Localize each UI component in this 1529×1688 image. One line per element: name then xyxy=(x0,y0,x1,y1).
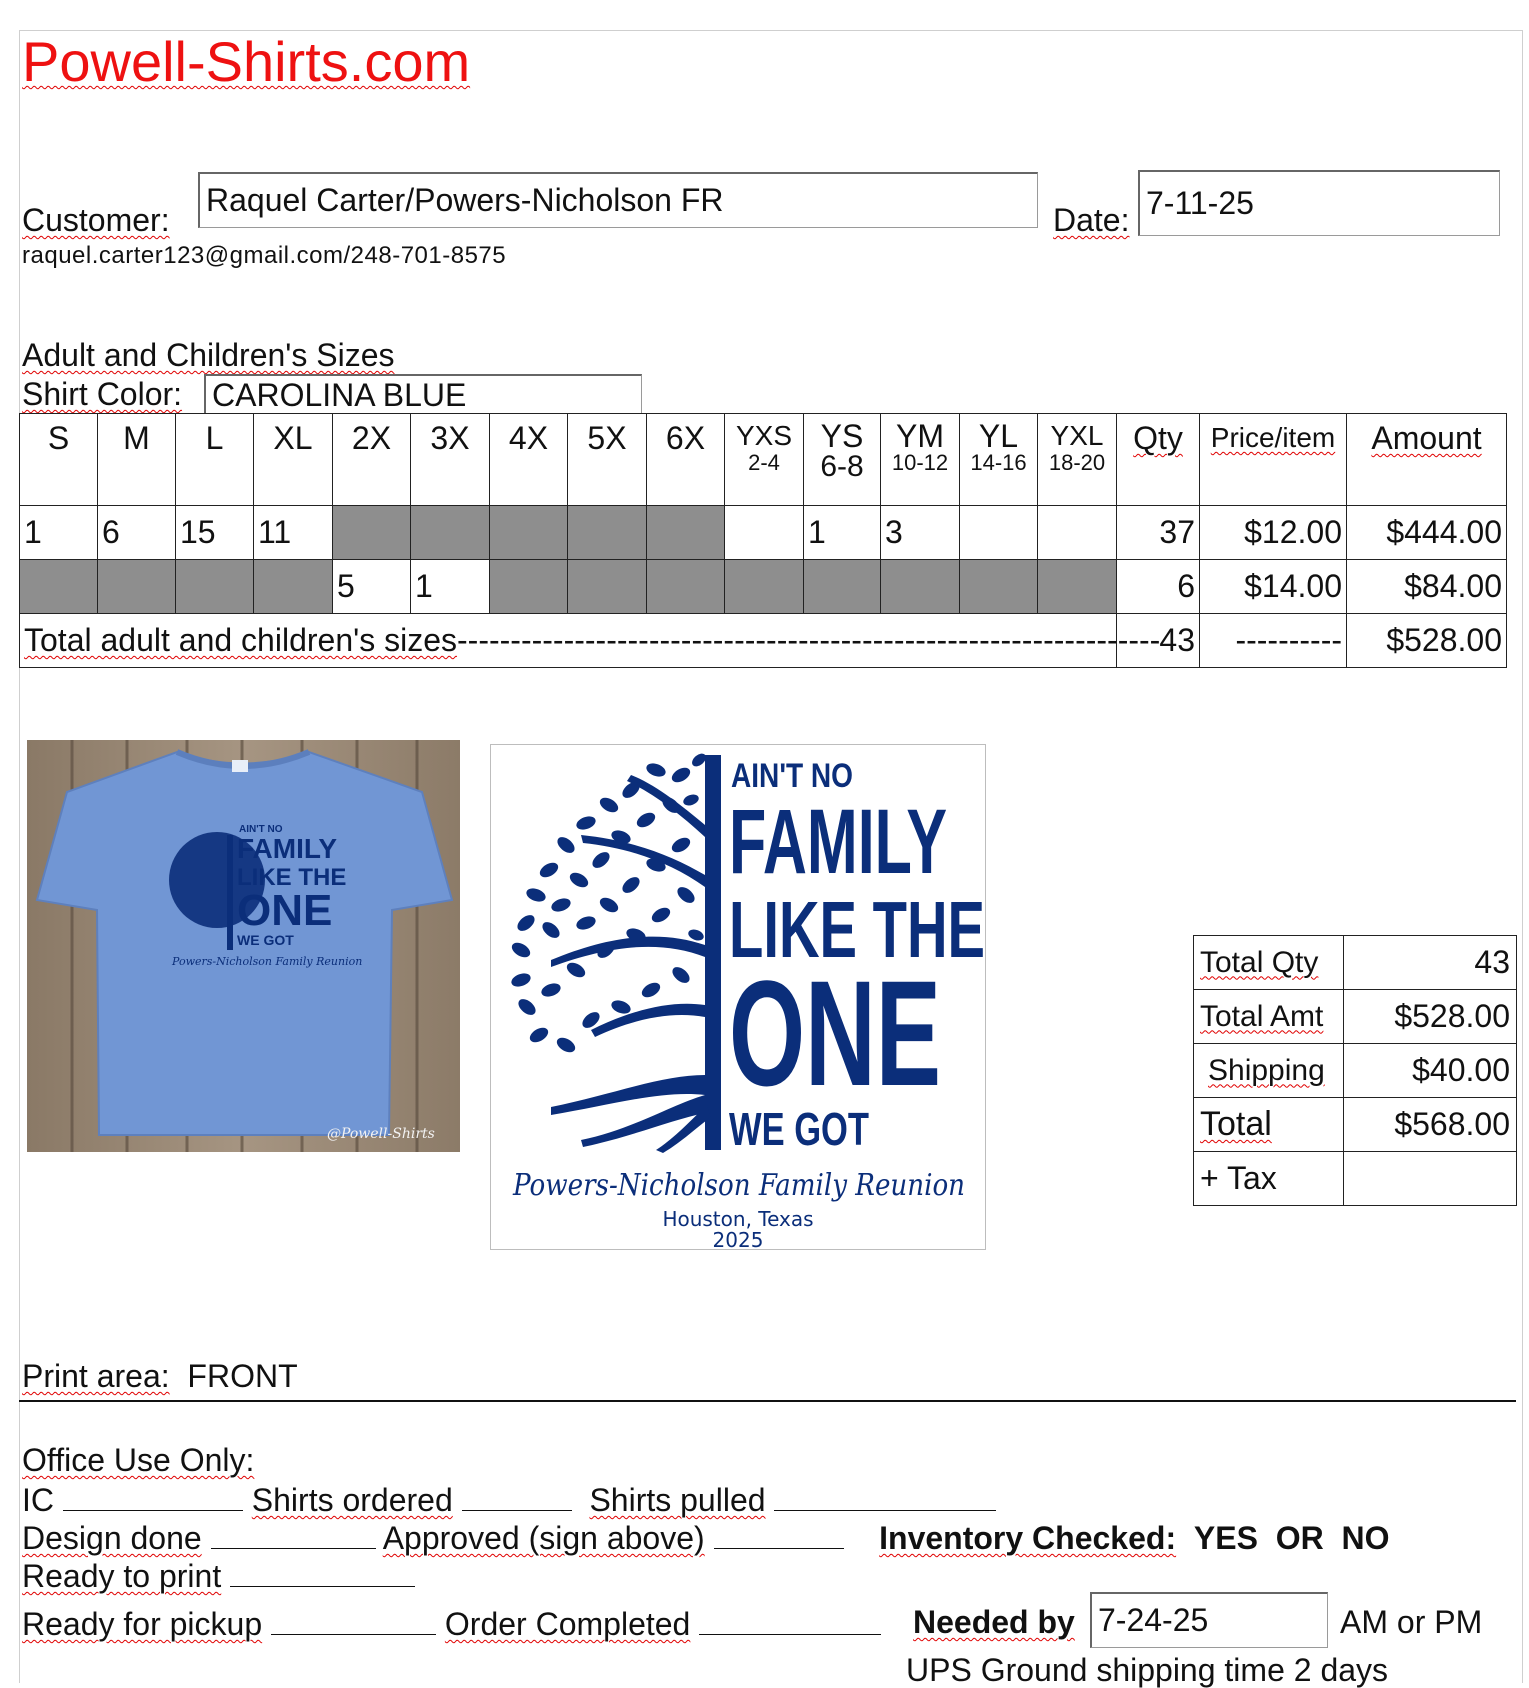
photo-watermark: @Powell-Shirts xyxy=(327,1126,435,1142)
header-2x: 2X xyxy=(333,414,411,506)
svg-text:LIKE THE: LIKE THE xyxy=(237,864,347,891)
am-pm xyxy=(1340,1604,1482,1640)
design-done-blank[interactable] xyxy=(211,1518,376,1549)
summary-row xyxy=(1194,990,1517,1044)
office-row-3 xyxy=(22,1556,415,1594)
print-area-value: FRONT xyxy=(187,1358,298,1394)
total-row xyxy=(20,614,1507,668)
header-price: Price/item xyxy=(1200,414,1347,506)
cell-xl[interactable]: 11 xyxy=(254,506,333,560)
header-yxl: YXL 18-20 xyxy=(1038,414,1117,506)
cell-ys-disabled xyxy=(804,560,881,614)
cell-3x-disabled xyxy=(411,506,490,560)
ic-blank[interactable] xyxy=(63,1480,243,1511)
office-row-4 xyxy=(22,1604,881,1642)
cell-yxs-disabled xyxy=(725,560,804,614)
am-pm-text: AM or PM xyxy=(1340,1604,1483,1640)
print-area xyxy=(22,1358,298,1394)
shirt-mockup-image xyxy=(27,740,460,1152)
ic-label: IC xyxy=(22,1482,54,1518)
cell-m[interactable]: 6 xyxy=(98,506,176,560)
cell-4x-disabled xyxy=(490,560,568,614)
shirt-mockup-svg xyxy=(27,740,460,1152)
header-4x: 4X xyxy=(490,414,568,506)
shirts-pulled-blank[interactable] xyxy=(774,1480,996,1511)
total-label: Total adult and children's sizes xyxy=(24,622,458,658)
cell-l[interactable]: 15 xyxy=(176,506,254,560)
header-5x: 5X xyxy=(568,414,647,506)
header-yxs: YXS 2-4 xyxy=(725,414,804,506)
cell-yxs[interactable] xyxy=(725,506,804,560)
cell-6x-disabled xyxy=(647,506,725,560)
order-completed-label: Order Completed xyxy=(444,1606,691,1642)
header-s: S xyxy=(20,414,98,506)
cell-ym-disabled xyxy=(881,560,960,614)
header-ym: YM 10-12 xyxy=(881,414,960,506)
cell-s[interactable]: 1 xyxy=(20,506,98,560)
customer-label: Customer: xyxy=(22,202,170,238)
needed-by-label: Needed by xyxy=(913,1604,1075,1640)
cell-l-disabled xyxy=(176,560,254,614)
summary-row xyxy=(1194,1152,1517,1206)
header-l: L xyxy=(176,414,254,506)
office-row-1 xyxy=(22,1480,996,1518)
cell-5x-disabled xyxy=(568,560,647,614)
svg-text:ONE: ONE xyxy=(237,886,333,935)
cell-2x[interactable]: 5 xyxy=(333,560,411,614)
site-title: Powell-Shirts.com xyxy=(22,30,471,93)
approved-blank[interactable] xyxy=(714,1518,844,1549)
cell-ym[interactable]: 3 xyxy=(881,506,960,560)
print-area-label: Print area: xyxy=(22,1358,170,1394)
summary-row xyxy=(1194,936,1517,990)
cell-price[interactable]: $14.00 xyxy=(1200,560,1347,614)
inventory-label: Inventory Checked: xyxy=(879,1520,1177,1556)
size-table xyxy=(19,413,1507,668)
total-price-cell: ---------- xyxy=(1200,614,1347,668)
cell-yxl-disabled xyxy=(1038,560,1117,614)
cell-2x-disabled xyxy=(333,506,411,560)
table-row xyxy=(20,560,1507,614)
cell-m-disabled xyxy=(98,560,176,614)
summary-tax[interactable] xyxy=(1344,1152,1517,1206)
summary-label: Total xyxy=(1194,1098,1344,1152)
customer-contact: raquel.carter123@gmail.com/248-701-8575 xyxy=(22,242,507,269)
design-city: Houston, Texas xyxy=(662,1207,814,1231)
summary-label: Total Qty xyxy=(1194,936,1344,990)
cell-amount[interactable]: $444.00 xyxy=(1347,506,1507,560)
svg-text:FAMILY: FAMILY xyxy=(237,833,338,864)
office-heading: Office Use Only: xyxy=(22,1442,255,1478)
design-line3: LIKE THE xyxy=(729,885,985,974)
office-row-2 xyxy=(22,1518,1389,1556)
header-qty: Qty xyxy=(1117,414,1200,506)
cell-5x-disabled xyxy=(568,506,647,560)
header-6x: 6X xyxy=(647,414,725,506)
summary-shipping[interactable]: $40.00 xyxy=(1344,1044,1517,1098)
header-amount: Amount xyxy=(1347,414,1507,506)
inventory-options[interactable]: YES OR NO xyxy=(1193,1520,1390,1556)
summary-grand-total[interactable]: $568.00 xyxy=(1344,1098,1517,1152)
cell-yl-disabled xyxy=(960,560,1038,614)
shirts-ordered-blank[interactable] xyxy=(462,1480,572,1511)
cell-6x-disabled xyxy=(647,560,725,614)
date-field[interactable]: 7-11-25 xyxy=(1138,170,1500,236)
svg-text:AIN'T NO: AIN'T NO xyxy=(239,824,283,835)
cell-ys[interactable]: 1 xyxy=(804,506,881,560)
shipping-note: UPS Ground shipping time 2 days xyxy=(906,1652,1389,1688)
design-artwork xyxy=(490,744,986,1250)
cell-4x-disabled xyxy=(490,506,568,560)
order-completed-blank[interactable] xyxy=(699,1604,881,1635)
approved-label: Approved (sign above) xyxy=(382,1520,705,1556)
customer-field[interactable]: Raquel Carter/Powers-Nicholson FR xyxy=(198,172,1038,228)
cell-qty[interactable]: 6 xyxy=(1117,560,1200,614)
summary-label: + Tax xyxy=(1194,1152,1344,1206)
date-label: Date: xyxy=(1053,202,1130,238)
design-year: 2025 xyxy=(712,1228,764,1252)
design-line4: ONE xyxy=(729,949,941,1117)
cell-price[interactable]: $12.00 xyxy=(1200,506,1347,560)
cell-3x[interactable]: 1 xyxy=(411,560,490,614)
needed-by-field[interactable]: 7-24-25 xyxy=(1090,1592,1328,1648)
summary-total-amt[interactable]: $528.00 xyxy=(1344,990,1517,1044)
cell-yxl[interactable] xyxy=(1038,506,1117,560)
shirts-ordered-label: Shirts ordered xyxy=(251,1482,453,1518)
ready-for-pickup-blank[interactable] xyxy=(271,1604,436,1635)
ready-to-print-label: Ready to print xyxy=(22,1558,222,1594)
summary-table xyxy=(1193,935,1517,1206)
shirt-color-label: Shirt Color: xyxy=(22,376,183,412)
summary-label: Shipping xyxy=(1194,1044,1344,1098)
shirt-color-field[interactable]: CAROLINA BLUE xyxy=(204,374,642,414)
total-label-cell xyxy=(20,614,1161,668)
summary-row xyxy=(1194,1098,1517,1152)
shirts-pulled-label: Shirts pulled xyxy=(589,1482,766,1518)
header-ys: YS 6-8 xyxy=(804,414,881,506)
design-done-label: Design done xyxy=(22,1520,202,1556)
section-divider xyxy=(19,1400,1516,1402)
total-dashes: ------------------------------------------------------------------ xyxy=(457,622,1161,658)
header-xl: XL xyxy=(254,414,333,506)
cell-xl-disabled xyxy=(254,560,333,614)
design-line1: AIN'T NO xyxy=(731,757,853,795)
ready-to-print-blank[interactable] xyxy=(230,1556,415,1587)
cell-qty[interactable]: 37 xyxy=(1117,506,1200,560)
size-header-row xyxy=(20,414,1507,506)
svg-text:Powers-Nicholson Family Reunio: Powers-Nicholson Family Reunion xyxy=(172,955,363,968)
cell-amount[interactable]: $84.00 xyxy=(1347,560,1507,614)
summary-total-qty[interactable]: 43 xyxy=(1344,936,1517,990)
summary-row xyxy=(1194,1044,1517,1098)
total-qty-cell[interactable]: 43 xyxy=(1117,614,1200,668)
sizes-heading: Adult and Children's Sizes xyxy=(22,337,395,373)
tree-artwork-svg xyxy=(491,745,985,1252)
total-amount-cell[interactable]: $528.00 xyxy=(1347,614,1507,668)
cell-yl[interactable] xyxy=(960,506,1038,560)
header-3x: 3X xyxy=(411,414,490,506)
summary-label: Total Amt xyxy=(1194,990,1344,1044)
ready-for-pickup-label: Ready for pickup xyxy=(22,1606,263,1642)
header-m: M xyxy=(98,414,176,506)
design-line2: FAMILY xyxy=(729,791,947,893)
design-line5: WE GOT xyxy=(729,1103,869,1155)
table-row xyxy=(20,506,1507,560)
cell-s-disabled xyxy=(20,560,98,614)
svg-text:WE GOT: WE GOT xyxy=(237,932,294,948)
header-yl: YL 14-16 xyxy=(960,414,1038,506)
design-script: Powers-Nicholson Family Reunion xyxy=(512,1168,965,1203)
